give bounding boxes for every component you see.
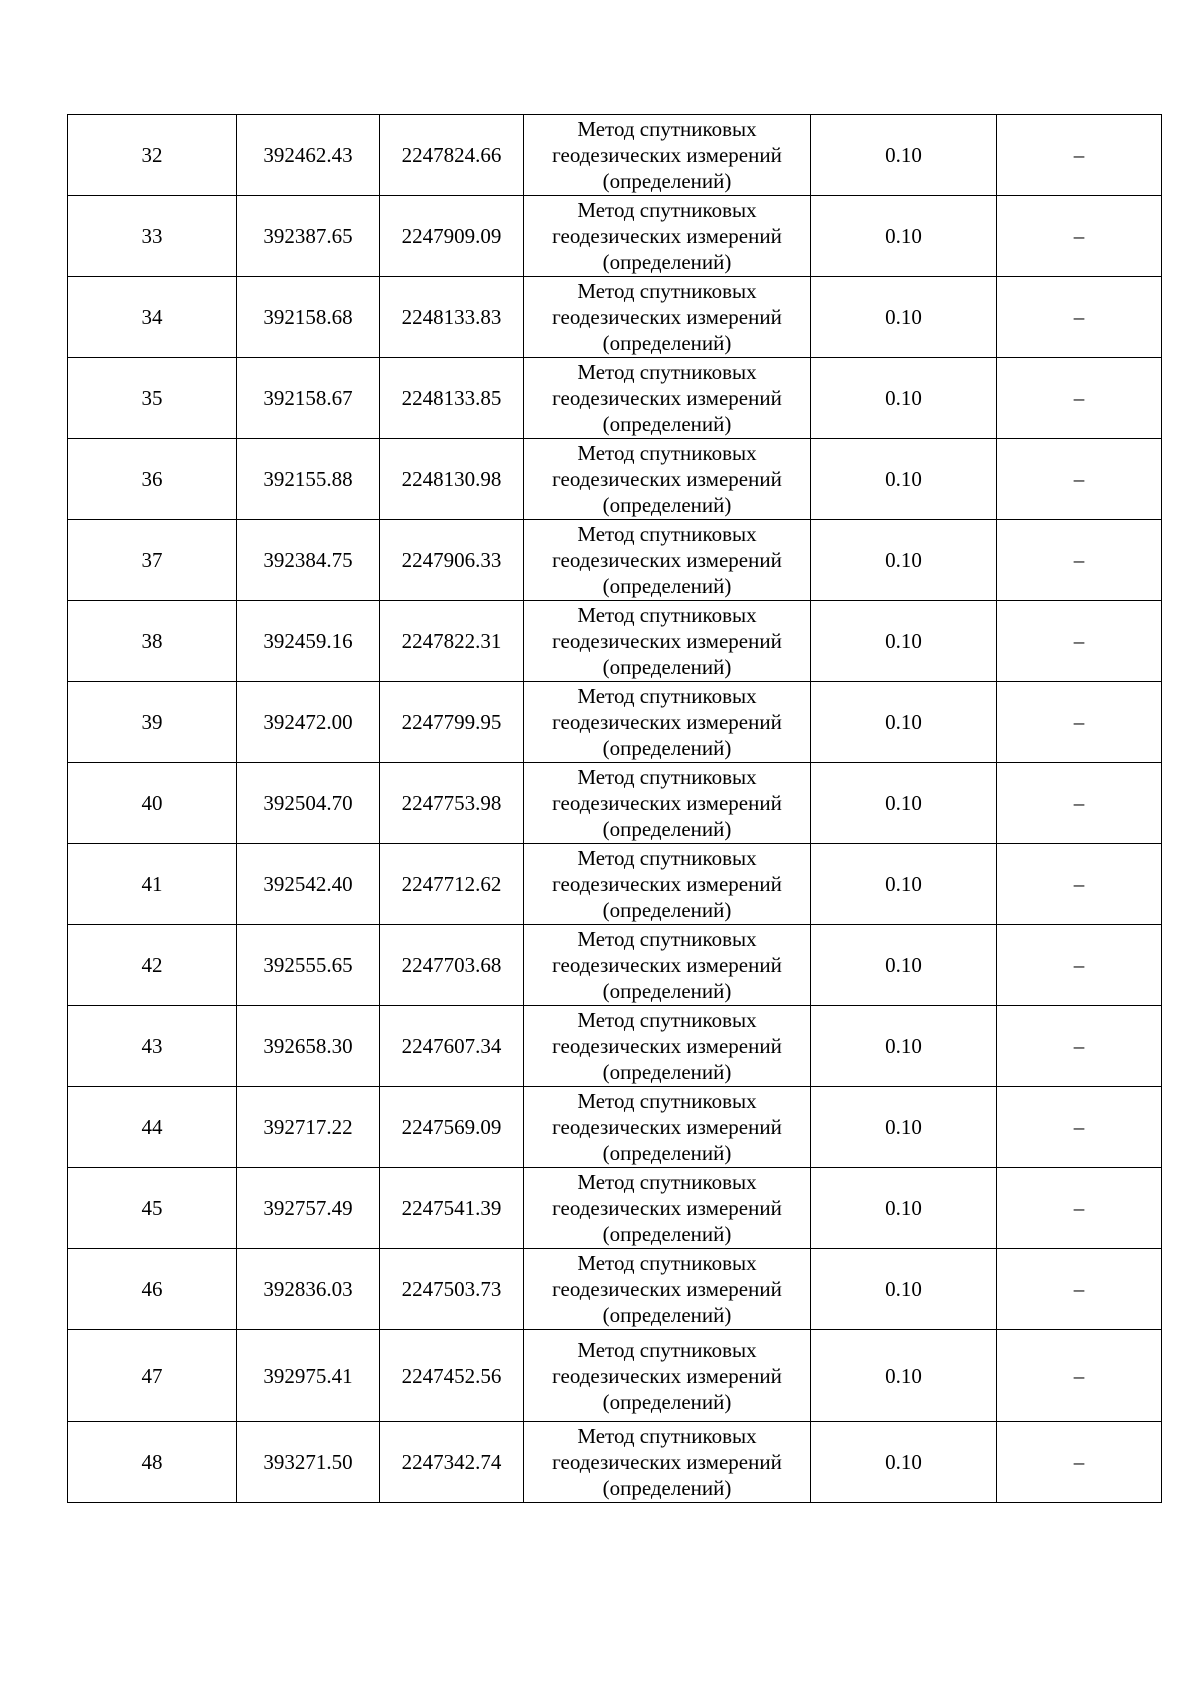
point-number-cell: 37: [68, 520, 237, 601]
method-cell: [524, 1249, 811, 1330]
method-cell: [524, 1006, 811, 1087]
method-cell: [524, 844, 811, 925]
method-cell: [524, 358, 811, 439]
point-number-cell: 33: [68, 196, 237, 277]
y-coordinate-cell: 2247753.98: [380, 763, 524, 844]
method-text-line: Метод спутниковых: [577, 441, 757, 465]
method-text-line: (определений): [602, 1141, 732, 1165]
y-coordinate-cell: 2247824.66: [380, 115, 524, 196]
method-text-line: Метод спутниковых: [577, 198, 757, 222]
y-coordinate-cell: 2247822.31: [380, 601, 524, 682]
x-coordinate-cell: 392836.03: [237, 1249, 380, 1330]
method-cell: [524, 601, 811, 682]
method-text-line: геодезических измерений: [552, 1363, 782, 1388]
point-number-cell: 47: [68, 1330, 237, 1422]
method-cell: [524, 1087, 811, 1168]
method-text-line: Метод спутниковых: [577, 1251, 757, 1275]
accuracy-cell: 0.10: [811, 358, 997, 439]
x-coordinate-cell: 392757.49: [237, 1168, 380, 1249]
y-coordinate-cell: 2247712.62: [380, 844, 524, 925]
method-text-line: (определений): [602, 1476, 732, 1500]
method-text-line: Метод спутниковых: [577, 765, 757, 789]
note-cell: –: [997, 601, 1162, 682]
point-number-cell: 48: [68, 1422, 237, 1503]
point-number-cell: 45: [68, 1168, 237, 1249]
accuracy-cell: 0.10: [811, 1330, 997, 1422]
y-coordinate-cell: 2247607.34: [380, 1006, 524, 1087]
method-text-line: (определений): [602, 574, 732, 598]
x-coordinate-cell: 393271.50: [237, 1422, 380, 1503]
x-coordinate-cell: 392658.30: [237, 1006, 380, 1087]
accuracy-cell: 0.10: [811, 1006, 997, 1087]
point-number-cell: 43: [68, 1006, 237, 1087]
note-cell: –: [997, 115, 1162, 196]
table-row: [68, 925, 1162, 1006]
method-text-line: (определений): [602, 817, 732, 841]
point-number-cell: 36: [68, 439, 237, 520]
note-cell: –: [997, 1168, 1162, 1249]
method-cell: [524, 439, 811, 520]
method-text-line: Метод спутниковых: [577, 360, 757, 384]
x-coordinate-cell: 392387.65: [237, 196, 380, 277]
x-coordinate-cell: 392462.43: [237, 115, 380, 196]
method-cell: [524, 277, 811, 358]
method-text-line: Метод спутниковых: [577, 1170, 757, 1194]
method-text-line: геодезических измерений: [552, 1034, 782, 1058]
accuracy-cell: 0.10: [811, 844, 997, 925]
table-row: [68, 1249, 1162, 1330]
x-coordinate-cell: 392384.75: [237, 520, 380, 601]
method-text-line: Метод спутниковых: [577, 603, 757, 627]
method-text-line: Метод спутниковых: [577, 522, 757, 546]
point-number-cell: 40: [68, 763, 237, 844]
y-coordinate-cell: 2247342.74: [380, 1422, 524, 1503]
accuracy-cell: 0.10: [811, 520, 997, 601]
point-number-cell: 38: [68, 601, 237, 682]
y-coordinate-cell: 2247703.68: [380, 925, 524, 1006]
accuracy-cell: 0.10: [811, 196, 997, 277]
accuracy-cell: 0.10: [811, 1087, 997, 1168]
method-text-line: геодезических измерений: [552, 548, 782, 572]
y-coordinate-cell: 2247541.39: [380, 1168, 524, 1249]
accuracy-cell: 0.10: [811, 1168, 997, 1249]
x-coordinate-cell: 392155.88: [237, 439, 380, 520]
method-cell: [524, 1422, 811, 1503]
method-cell: [524, 196, 811, 277]
method-text-line: геодезических измерений: [552, 953, 782, 977]
accuracy-cell: 0.10: [811, 1422, 997, 1503]
method-text-line: Метод спутниковых: [577, 279, 757, 303]
note-cell: –: [997, 520, 1162, 601]
coordinates-table: [67, 114, 1162, 1503]
note-cell: –: [997, 925, 1162, 1006]
x-coordinate-cell: 392975.41: [237, 1330, 380, 1422]
accuracy-cell: 0.10: [811, 763, 997, 844]
method-text-line: Метод спутниковых: [577, 927, 757, 951]
method-text-line: (определений): [602, 412, 732, 436]
method-text-line: геодезических измерений: [552, 1277, 782, 1301]
method-cell: [524, 1168, 811, 1249]
method-text-line: Метод спутниковых: [577, 1424, 757, 1448]
method-text-line: геодезических измерений: [552, 143, 782, 167]
accuracy-cell: 0.10: [811, 115, 997, 196]
method-text-line: геодезических измерений: [552, 1115, 782, 1139]
method-text-line: Метод спутниковых: [577, 1337, 757, 1362]
table-row: [68, 763, 1162, 844]
accuracy-cell: 0.10: [811, 277, 997, 358]
method-text-line: (определений): [602, 493, 732, 517]
note-cell: –: [997, 1330, 1162, 1422]
table-row: [68, 520, 1162, 601]
y-coordinate-cell: 2247452.56: [380, 1330, 524, 1422]
method-text-line: (определений): [602, 331, 732, 355]
point-number-cell: 42: [68, 925, 237, 1006]
method-cell: [524, 115, 811, 196]
table-row: [68, 358, 1162, 439]
method-text-line: (определений): [602, 655, 732, 679]
table-row: [68, 439, 1162, 520]
point-number-cell: 39: [68, 682, 237, 763]
accuracy-cell: 0.10: [811, 1249, 997, 1330]
note-cell: –: [997, 682, 1162, 763]
point-number-cell: 32: [68, 115, 237, 196]
method-text-line: Метод спутниковых: [577, 1008, 757, 1032]
method-text-line: геодезических измерений: [552, 305, 782, 329]
y-coordinate-cell: 2247503.73: [380, 1249, 524, 1330]
method-text-line: (определений): [602, 1222, 732, 1246]
method-text-line: (определений): [602, 898, 732, 922]
x-coordinate-cell: 392158.68: [237, 277, 380, 358]
table-row: [68, 844, 1162, 925]
accuracy-cell: 0.10: [811, 439, 997, 520]
accuracy-cell: 0.10: [811, 601, 997, 682]
note-cell: –: [997, 844, 1162, 925]
method-text-line: Метод спутниковых: [577, 846, 757, 870]
x-coordinate-cell: 392472.00: [237, 682, 380, 763]
note-cell: –: [997, 1087, 1162, 1168]
x-coordinate-cell: 392459.16: [237, 601, 380, 682]
table-row: [68, 115, 1162, 196]
point-number-cell: 41: [68, 844, 237, 925]
table-row: [68, 196, 1162, 277]
table-row: [68, 1168, 1162, 1249]
method-cell: [524, 682, 811, 763]
accuracy-cell: 0.10: [811, 925, 997, 1006]
table-body: [68, 115, 1162, 1503]
table-row: [68, 277, 1162, 358]
x-coordinate-cell: 392158.67: [237, 358, 380, 439]
method-text-line: (определений): [602, 1389, 732, 1414]
method-text-line: геодезических измерений: [552, 629, 782, 653]
note-cell: –: [997, 196, 1162, 277]
table-row: [68, 682, 1162, 763]
y-coordinate-cell: 2248133.85: [380, 358, 524, 439]
method-cell: [524, 763, 811, 844]
method-text-line: геодезических измерений: [552, 1450, 782, 1474]
table-row: [68, 1006, 1162, 1087]
x-coordinate-cell: 392717.22: [237, 1087, 380, 1168]
method-text-line: (определений): [602, 250, 732, 274]
y-coordinate-cell: 2248130.98: [380, 439, 524, 520]
point-number-cell: 44: [68, 1087, 237, 1168]
method-cell: [524, 925, 811, 1006]
y-coordinate-cell: 2247906.33: [380, 520, 524, 601]
table-row: [68, 601, 1162, 682]
y-coordinate-cell: 2247909.09: [380, 196, 524, 277]
y-coordinate-cell: 2247799.95: [380, 682, 524, 763]
x-coordinate-cell: 392542.40: [237, 844, 380, 925]
method-text-line: геодезических измерений: [552, 467, 782, 491]
accuracy-cell: 0.10: [811, 682, 997, 763]
table-row: [68, 1330, 1162, 1422]
method-text-line: геодезических измерений: [552, 224, 782, 248]
point-number-cell: 46: [68, 1249, 237, 1330]
method-text-line: (определений): [602, 979, 732, 1003]
note-cell: –: [997, 763, 1162, 844]
y-coordinate-cell: 2248133.83: [380, 277, 524, 358]
method-text-line: (определений): [602, 736, 732, 760]
point-number-cell: 34: [68, 277, 237, 358]
note-cell: –: [997, 358, 1162, 439]
method-text-line: Метод спутниковых: [577, 117, 757, 141]
method-text-line: Метод спутниковых: [577, 684, 757, 708]
method-text-line: геодезических измерений: [552, 791, 782, 815]
method-text-line: геодезических измерений: [552, 872, 782, 896]
method-text-line: (определений): [602, 169, 732, 193]
method-text-line: Метод спутниковых: [577, 1089, 757, 1113]
table-row: [68, 1087, 1162, 1168]
note-cell: –: [997, 439, 1162, 520]
method-text-line: геодезических измерений: [552, 710, 782, 734]
method-text-line: геодезических измерений: [552, 386, 782, 410]
note-cell: –: [997, 277, 1162, 358]
point-number-cell: 35: [68, 358, 237, 439]
method-text-line: геодезических измерений: [552, 1196, 782, 1220]
note-cell: –: [997, 1249, 1162, 1330]
note-cell: –: [997, 1422, 1162, 1503]
note-cell: –: [997, 1006, 1162, 1087]
y-coordinate-cell: 2247569.09: [380, 1087, 524, 1168]
method-cell: [524, 1330, 811, 1422]
x-coordinate-cell: 392504.70: [237, 763, 380, 844]
method-cell: [524, 520, 811, 601]
method-text-line: (определений): [602, 1060, 732, 1084]
method-text-line: (определений): [602, 1303, 732, 1327]
x-coordinate-cell: 392555.65: [237, 925, 380, 1006]
table-row: [68, 1422, 1162, 1503]
